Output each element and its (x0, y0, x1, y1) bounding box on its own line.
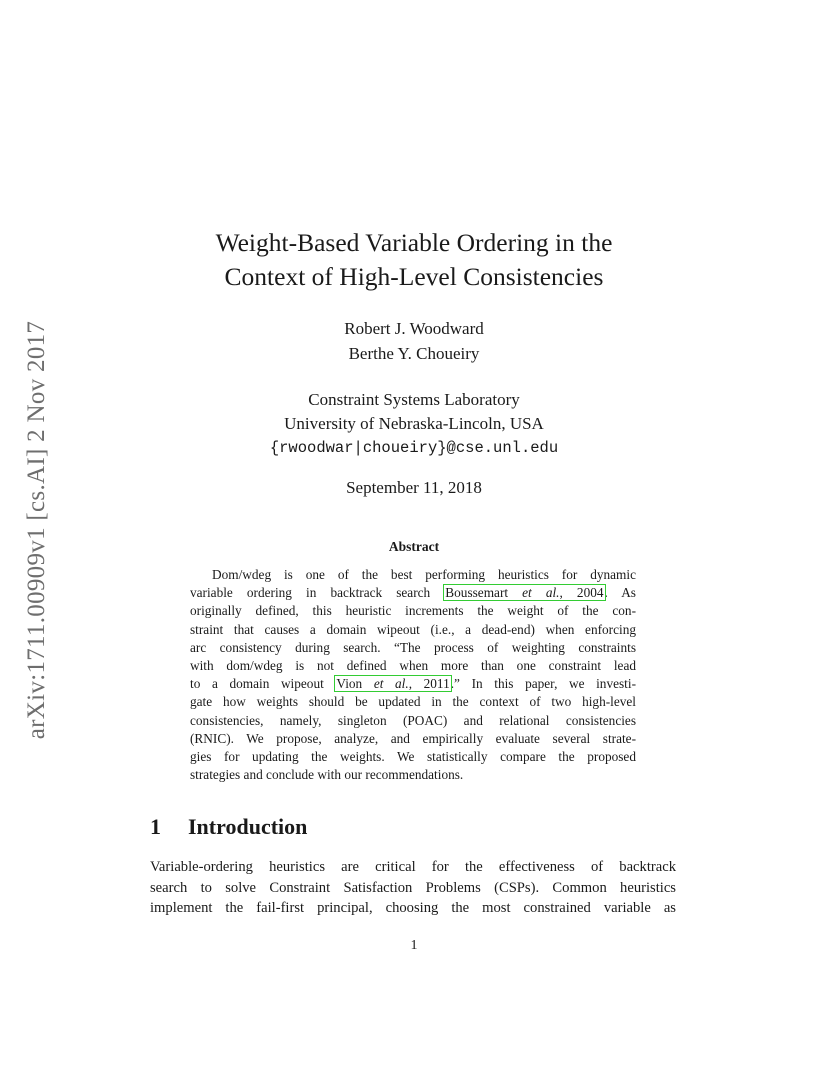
affiliation-block (0, 388, 828, 460)
abstract-line (190, 584, 636, 602)
section-number: 1 (150, 814, 161, 839)
abstract-text: . As (604, 585, 636, 601)
section-title: Introduction (188, 814, 308, 839)
abstract-line: gies for updating the weights. We statistically compare the proposed (190, 749, 636, 765)
citation-link-vion[interactable] (335, 676, 450, 691)
body-line: search to solve Constraint Satisfaction Problems (CSPs). Common heuristics (150, 879, 676, 896)
page-number: 1 (410, 938, 418, 953)
abstract-line: Dom/wdeg is one of the best performing heuristics for dynamic (212, 567, 636, 582)
arxiv-identifier-stamp: arXiv:1711.00909v1 [cs.AI] 2 Nov 2017 (23, 320, 50, 740)
abstract-text: to a domain wipeout (190, 676, 336, 692)
abstract-text: .” In this paper, we investi- (450, 676, 636, 692)
introduction-body (150, 857, 676, 919)
abstract-heading: Abstract (388, 539, 440, 554)
abstract-line: straint that causes a domain wipeout (i.e., a dead-end) when enforcing (190, 621, 636, 637)
paper-title (0, 226, 828, 294)
citation-etal: et al. (522, 585, 560, 601)
abstract-line: (RNIC). We propose, analyze, and empirically evaluate several strate- (190, 730, 636, 746)
university-name: University of Nebraska-Lincoln, USA (284, 414, 544, 433)
title-line: Weight-Based Variable Ordering in the (215, 228, 613, 257)
section-heading-introduction (150, 814, 307, 840)
author-name: Berthe Y. Choueiry (348, 344, 480, 363)
citation-year: , 2004 (559, 585, 604, 601)
citation-etal: et al. (373, 676, 409, 692)
author-email: {rwoodwar|choueiry}@cse.unl.edu (269, 439, 559, 457)
abstract-line: originally defined, this heuristic increments the weight of the con- (190, 603, 636, 619)
author-name: Robert J. Woodward (344, 319, 484, 338)
body-line: implement the fail-first principal, choosing the most constrained variable as (150, 900, 676, 916)
citation-year: , 2011 (408, 676, 450, 692)
citation-author: Vion (336, 676, 374, 692)
title-line: Context of High-Level Consistencies (224, 262, 604, 291)
abstract-line: gate how weights should be updated in the context of two high-level (190, 694, 636, 710)
abstract-line: consistencies, namely, singleton (POAC) and relational consistencies (190, 712, 636, 728)
abstract-text: variable ordering in backtrack search (190, 585, 445, 601)
abstract-line: strategies and conclude with our recommendations. (190, 767, 464, 783)
lab-name: Constraint Systems Laboratory (308, 390, 520, 409)
abstract-body (190, 566, 636, 784)
paper-date: September 11, 2018 (346, 478, 482, 497)
citation-link-boussemart[interactable] (444, 585, 604, 600)
abstract-line (190, 675, 636, 693)
citation-author: Boussemart (445, 585, 523, 601)
abstract-line: with dom/wdeg is not defined when more than one constraint lead (190, 658, 636, 674)
author-list (0, 316, 828, 366)
body-line: Variable-ordering heuristics are critical for the effectiveness of backtrack (150, 859, 676, 875)
abstract-line: arc consistency during search. “The process of weighting constraints (190, 639, 636, 655)
